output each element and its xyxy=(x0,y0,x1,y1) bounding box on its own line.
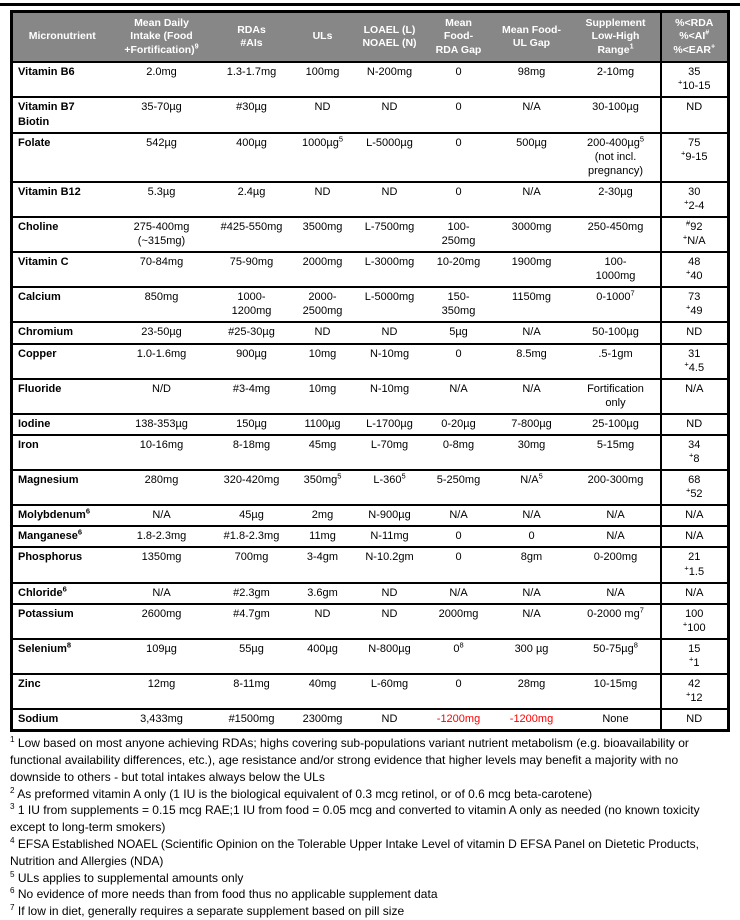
table-cell: N/A xyxy=(492,583,572,604)
table-cell: $350mg^5$ xyxy=(292,470,354,505)
table-cell: #1.8-2.3mg xyxy=(212,526,292,547)
table-cell: N/A xyxy=(492,322,572,343)
table-cell: #3-4mg xyxy=(212,379,292,414)
table-cell: 45mg xyxy=(292,435,354,470)
table-cell: 75 +9-15 xyxy=(661,133,729,182)
table-cell: ND xyxy=(354,583,426,604)
table-cell: N-200mg xyxy=(354,62,426,97)
page-top-rule xyxy=(0,3,740,6)
column-header-supplement-range: Supplement Low-High Range$^1$ xyxy=(572,12,661,63)
table-cell: 23-50µg xyxy=(112,322,212,343)
table-cell: 2.4µg xyxy=(212,182,292,217)
micronutrient-name: Manganese$^6$ xyxy=(12,526,112,547)
column-header-rdas-ais: RDAs #AIs xyxy=(212,12,292,63)
table-cell: 0-200mg xyxy=(572,547,661,582)
table-cell: 0 xyxy=(426,344,492,379)
document-page xyxy=(0,3,740,919)
micronutrient-table xyxy=(10,10,730,732)
table-cell: 40mg xyxy=(292,674,354,709)
table-cell: ND xyxy=(354,97,426,132)
table-cell: 1.3-1.7mg xyxy=(212,62,292,97)
table-cell: ND xyxy=(292,182,354,217)
micronutrient-name: Magnesium xyxy=(12,470,112,505)
table-cell: 280mg xyxy=(112,470,212,505)
footnote-number: 3 xyxy=(10,802,15,812)
footnote-number: 7 xyxy=(10,903,15,913)
table-cell: 320-420mg xyxy=(212,470,292,505)
footnote-number: 1 xyxy=(10,735,15,745)
table-cell: ND xyxy=(661,709,729,731)
footnote-number: 4 xyxy=(10,835,15,845)
table-cell: 28mg xyxy=(492,674,572,709)
table-row xyxy=(12,97,729,132)
table-cell: L-60mg xyxy=(354,674,426,709)
table-cell: N/A xyxy=(492,97,572,132)
table-row xyxy=(12,526,729,547)
micronutrient-name: Vitamin B7 Biotin xyxy=(12,97,112,132)
table-cell: N-10mg xyxy=(354,344,426,379)
table-cell: 1100µg xyxy=(292,414,354,435)
table-cell: 0-8mg xyxy=(426,435,492,470)
micronutrient-name: Vitamin C xyxy=(12,252,112,287)
footnote-text: EFSA Established NOAEL (Scientific Opinion on the Tolerable Upper Intake Level of vitamin D EFSA Panel on Dietetic Products, Nutrition and Allergies (NDA) xyxy=(10,836,699,868)
table-cell: 2000- 2500mg xyxy=(292,287,354,322)
table-cell: 900µg xyxy=(212,344,292,379)
footnote-text: Low based on most anyone achieving RDAs; highs covering sub-populations variant nutrient metabolism (e.g. bioavailability or functional availability differences, etc.), age resistance and/or strong evidence that higher levels may benefit a majority with no downside to others - but total intakes always below the ULs xyxy=(10,736,689,784)
footnote-number: 6 xyxy=(10,886,15,896)
table-cell: 138-353µg xyxy=(112,414,212,435)
table-cell: $N/A^5$ xyxy=(492,470,572,505)
micronutrient-name: Iodine xyxy=(12,414,112,435)
micronutrient-name: Chloride$^6$ xyxy=(12,583,112,604)
table-cell: 5µg xyxy=(426,322,492,343)
table-cell: 0 xyxy=(426,133,492,182)
table-cell: 5-15mg xyxy=(572,435,661,470)
table-header xyxy=(12,12,729,63)
micronutrient-name: Sodium xyxy=(12,709,112,731)
table-cell: 8-11mg xyxy=(212,674,292,709)
table-cell: ND xyxy=(292,97,354,132)
table-cell: N-800µg xyxy=(354,639,426,674)
footnote-text: As preformed vitamin A only (1 IU is the biological equivalent of 0.3 mcg retinol, or of 0.6 mcg beta-carotene) xyxy=(17,786,593,801)
table-cell: 542µg xyxy=(112,133,212,182)
table-cell: 0-1000$^7$ xyxy=(572,287,661,322)
table-cell: 3-4gm xyxy=(292,547,354,582)
column-header-micronutrient: Micronutrient xyxy=(12,12,112,63)
micronutrient-name: Vitamin B12 xyxy=(12,182,112,217)
micronutrient-name: Fluoride xyxy=(12,379,112,414)
table-row xyxy=(12,414,729,435)
table-cell: 7-800µg xyxy=(492,414,572,435)
table-cell: N-900µg xyxy=(354,505,426,526)
table-row xyxy=(12,133,729,182)
table-cell: 1000µg$^5$ xyxy=(292,133,354,182)
table-cell: 10-20mg xyxy=(426,252,492,287)
table-cell: 30-100µg xyxy=(572,97,661,132)
table-cell: ND xyxy=(661,322,729,343)
table-cell: 98mg xyxy=(492,62,572,97)
table-cell: 10mg xyxy=(292,379,354,414)
table-cell: L-1700µg xyxy=(354,414,426,435)
table-cell: 400µg xyxy=(292,639,354,674)
table-cell: 21 +1.5 xyxy=(661,547,729,582)
table-cell: 25-100µg xyxy=(572,414,661,435)
table-row xyxy=(12,505,729,526)
table-cell: N-10mg xyxy=(354,379,426,414)
micronutrient-name: Copper xyxy=(12,344,112,379)
table-cell: 100mg xyxy=(292,62,354,97)
table-cell: 150- 350mg xyxy=(426,287,492,322)
table-row xyxy=(12,287,729,322)
table-cell: 0-20µg xyxy=(426,414,492,435)
table-cell: 1350mg xyxy=(112,547,212,582)
footnote-text: ULs applies to supplemental amounts only xyxy=(17,870,244,885)
table-cell: L-7500mg xyxy=(354,217,426,252)
header-row xyxy=(12,12,729,63)
column-header-uls: ULs xyxy=(292,12,354,63)
table-cell: 0 xyxy=(492,526,572,547)
table-cell: 70-84mg xyxy=(112,252,212,287)
table-cell: N/A xyxy=(661,526,729,547)
table-cell: ND xyxy=(354,709,426,731)
table-cell: 35-70µg xyxy=(112,97,212,132)
table-cell: 200-400µg$^5$ (not incl. pregnancy) xyxy=(572,133,661,182)
table-cell: 10mg xyxy=(292,344,354,379)
footnote-text: No evidence of more needs than from food thus no applicable supplement data xyxy=(17,887,438,902)
table-cell: N-10.2gm xyxy=(354,547,426,582)
table-cell: 700mg xyxy=(212,547,292,582)
footnotes-section xyxy=(10,735,732,920)
table-row xyxy=(12,674,729,709)
table-cell: N/A xyxy=(426,505,492,526)
table-cell: 1.8-2.3mg xyxy=(112,526,212,547)
table-cell: N/D xyxy=(112,379,212,414)
table-cell: N/A xyxy=(426,583,492,604)
table-cell: #25-30µg xyxy=(212,322,292,343)
table-cell: Fortification only xyxy=(572,379,661,414)
table-cell: 2mg xyxy=(292,505,354,526)
table-cell: None xyxy=(572,709,661,731)
table-cell: 400µg xyxy=(212,133,292,182)
table-cell: 0 xyxy=(426,97,492,132)
table-cell: 42 +12 xyxy=(661,674,729,709)
table-cell: 30mg xyxy=(492,435,572,470)
table-cell: 0 xyxy=(426,547,492,582)
table-cell: 48 +40 xyxy=(661,252,729,287)
table-cell: 250-450mg xyxy=(572,217,661,252)
table-cell: .5-1gm xyxy=(572,344,661,379)
table-cell: #425-550mg xyxy=(212,217,292,252)
footnote-text: If low in diet, generally requires a separate supplement based on pill size xyxy=(17,904,405,919)
table-cell: #4.7gm xyxy=(212,604,292,639)
table-cell: #30µg xyxy=(212,97,292,132)
table-cell: 0 xyxy=(426,62,492,97)
footnote-text: 1 IU from supplements = 0.15 mcg RAE;1 IU from food = 0.05 mcg and converted to vitamin A only as needed (no known toxicity except to long-term smokers) xyxy=(10,803,700,835)
table-cell: 50-100µg xyxy=(572,322,661,343)
micronutrient-name: Calcium xyxy=(12,287,112,322)
table-row xyxy=(12,252,729,287)
micronutrient-name: Selenium$^8$ xyxy=(12,639,112,674)
column-header-mean-food-rda-gap: Mean Food- RDA Gap xyxy=(426,12,492,63)
table-cell: 34 +8 xyxy=(661,435,729,470)
table-cell: 10-15mg xyxy=(572,674,661,709)
table-cell: ND xyxy=(661,414,729,435)
table-cell: 8.5mg xyxy=(492,344,572,379)
table-cell: ND xyxy=(292,322,354,343)
table-cell: 45µg xyxy=(212,505,292,526)
table-row xyxy=(12,379,729,414)
table-cell: 50-75µg$^8$ xyxy=(572,639,661,674)
table-cell: 100- 1000mg xyxy=(572,252,661,287)
footnote xyxy=(10,870,732,887)
footnote xyxy=(10,836,732,870)
table-cell: 2600mg xyxy=(112,604,212,639)
table-cell: 150µg xyxy=(212,414,292,435)
table-cell: 12mg xyxy=(112,674,212,709)
table-cell: #2.3gm xyxy=(212,583,292,604)
table-cell: #1500mg xyxy=(212,709,292,731)
footnote xyxy=(10,802,732,836)
table-cell: N/A xyxy=(572,505,661,526)
table-row xyxy=(12,435,729,470)
table-cell: 73 +49 xyxy=(661,287,729,322)
table-row xyxy=(12,62,729,97)
table-cell: ND xyxy=(354,322,426,343)
table-cell: $0^8$ xyxy=(426,639,492,674)
column-header-mean-daily-intake: Mean Daily Intake (Food +Fortification)$^9$ xyxy=(112,12,212,63)
table-row xyxy=(12,583,729,604)
table-cell: L-5000mg xyxy=(354,287,426,322)
table-cell: ND xyxy=(354,182,426,217)
micronutrient-name: Phosphorus xyxy=(12,547,112,582)
table-cell: 1.0-1.6mg xyxy=(112,344,212,379)
table-row xyxy=(12,217,729,252)
table-cell: 275-400mg (~315mg) xyxy=(112,217,212,252)
table-row xyxy=(12,182,729,217)
table-cell: 10-16mg xyxy=(112,435,212,470)
table-cell: $L-360^5$ xyxy=(354,470,426,505)
table-cell: 1000- 1200mg xyxy=(212,287,292,322)
footnote xyxy=(10,903,732,920)
table-cell: 0 xyxy=(426,526,492,547)
table-cell: 3500mg xyxy=(292,217,354,252)
table-cell: ND xyxy=(292,604,354,639)
column-header-percent-below-rda: %<RDA %<AI# %<EAR+ xyxy=(661,12,729,63)
table-cell: 2-30µg xyxy=(572,182,661,217)
table-row xyxy=(12,322,729,343)
column-header-mean-food-ul-gap: Mean Food- UL Gap xyxy=(492,12,572,63)
table-cell: N/A xyxy=(492,379,572,414)
table-cell: 15 +1 xyxy=(661,639,729,674)
table-cell: N/A xyxy=(492,604,572,639)
table-cell: 3000mg xyxy=(492,217,572,252)
table-cell: 2000mg xyxy=(426,604,492,639)
table-cell: 500µg xyxy=(492,133,572,182)
table-cell: N/A xyxy=(112,583,212,604)
table-cell: 2-10mg xyxy=(572,62,661,97)
table-cell: 30 +2-4 xyxy=(661,182,729,217)
footnote xyxy=(10,735,732,785)
footnote-number: 5 xyxy=(10,869,15,879)
table-cell: 1150mg xyxy=(492,287,572,322)
table-cell: 31 +4.5 xyxy=(661,344,729,379)
table-cell: 2000mg xyxy=(292,252,354,287)
table-row xyxy=(12,604,729,639)
table-cell: 109µg xyxy=(112,639,212,674)
table-cell: -1200mg xyxy=(492,709,572,731)
footnote xyxy=(10,786,732,803)
table-cell: N/A xyxy=(572,526,661,547)
micronutrient-name: Chromium xyxy=(12,322,112,343)
table-cell: L-5000µg xyxy=(354,133,426,182)
table-cell: N/A xyxy=(661,379,729,414)
table-cell: 68 +52 xyxy=(661,470,729,505)
table-cell: N/A xyxy=(572,583,661,604)
table-row xyxy=(12,709,729,731)
table-cell: 75-90mg xyxy=(212,252,292,287)
table-cell: 100- 250mg xyxy=(426,217,492,252)
footnote-number: 2 xyxy=(10,785,15,795)
table-cell: L-70mg xyxy=(354,435,426,470)
table-cell: N/A xyxy=(492,182,572,217)
micronutrient-name: Folate xyxy=(12,133,112,182)
table-cell: 200-300mg xyxy=(572,470,661,505)
footnote xyxy=(10,886,732,903)
table-cell: ND xyxy=(354,604,426,639)
table-cell: 8gm xyxy=(492,547,572,582)
table-cell: 850mg xyxy=(112,287,212,322)
table-cell: 3,433mg xyxy=(112,709,212,731)
table-cell: N/A xyxy=(661,583,729,604)
table-cell: 35 +10-15 xyxy=(661,62,729,97)
table-cell: 8-18mg xyxy=(212,435,292,470)
table-cell: 2.0mg xyxy=(112,62,212,97)
table-cell: 3.6gm xyxy=(292,583,354,604)
micronutrient-name: Iron xyxy=(12,435,112,470)
table-cell: L-3000mg xyxy=(354,252,426,287)
table-cell: 55µg xyxy=(212,639,292,674)
table-row xyxy=(12,639,729,674)
table-cell: N/A xyxy=(661,505,729,526)
table-cell: N/A xyxy=(112,505,212,526)
table-cell: 0-2000 $mg^7$ xyxy=(572,604,661,639)
table-cell: #92 +N/A xyxy=(661,217,729,252)
micronutrient-name: Potassium xyxy=(12,604,112,639)
table-cell: N/A xyxy=(492,505,572,526)
table-cell: 5-250mg xyxy=(426,470,492,505)
micronutrient-name: Zinc xyxy=(12,674,112,709)
table-row xyxy=(12,547,729,582)
micronutrient-name: Vitamin B6 xyxy=(12,62,112,97)
table-body xyxy=(12,62,729,730)
table-cell: 5.3µg xyxy=(112,182,212,217)
table-cell: ND xyxy=(661,97,729,132)
table-cell: -1200mg xyxy=(426,709,492,731)
table-cell: N/A xyxy=(426,379,492,414)
table-cell: 100 +100 xyxy=(661,604,729,639)
table-row xyxy=(12,344,729,379)
table-cell: 2300mg xyxy=(292,709,354,731)
table-cell: 0 xyxy=(426,674,492,709)
table-cell: 11mg xyxy=(292,526,354,547)
table-cell: 1900mg xyxy=(492,252,572,287)
column-header-loael-noael: LOAEL (L) NOAEL (N) xyxy=(354,12,426,63)
table-cell: 0 xyxy=(426,182,492,217)
micronutrient-name: Molybdenum$^6$ xyxy=(12,505,112,526)
table-cell: 300 µg xyxy=(492,639,572,674)
micronutrient-name: Choline xyxy=(12,217,112,252)
table-cell: N-11mg xyxy=(354,526,426,547)
table-row xyxy=(12,470,729,505)
